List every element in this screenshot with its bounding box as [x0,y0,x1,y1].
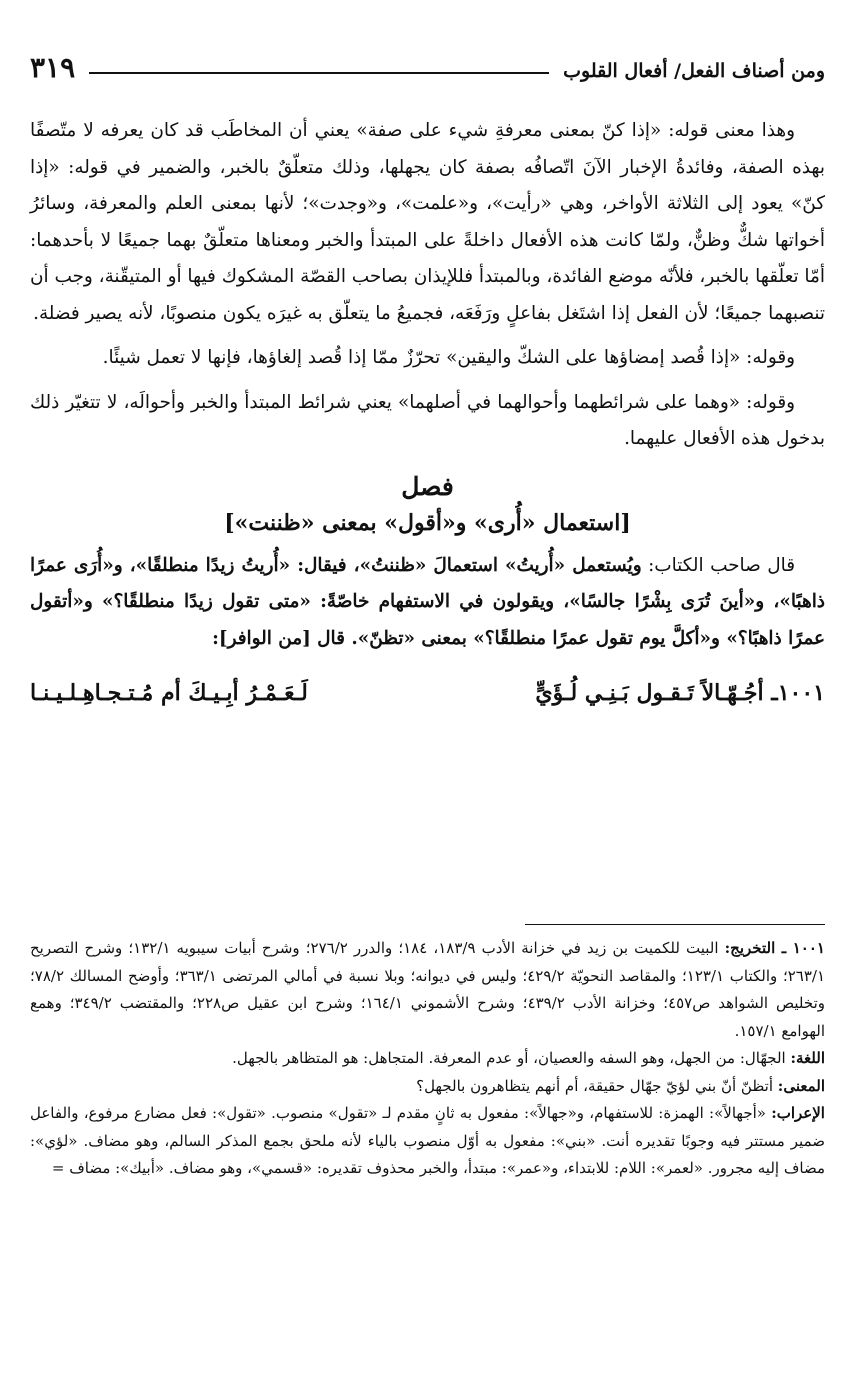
takhrij-text: البيت للكميت بن زيد في خزانة الأدب ١٨٣/٩، ١٨٤؛ والدرر ٢٧٦/٢؛ وشرح أبيات سيبويه ١٣٢/١؛ وشرح التصريح ٢٦٣/١؛ والكتاب ١٢٣/١؛ والمقاصد النحويّة ٤٢٩/٢؛ وليس في ديوانه؛ وبلا نسبة في أمالي المرتضى ٣٦٣/١؛ وأوضح المسالك ٧٨/٢؛ وتخليص الشواهد ص٤٥٧؛ وخزانة الأدب ٤٣٩/٢؛ وشرح الأشموني ١٦٤/١؛ وشرح ابن عقيل ص٢٢٨؛ والمقتضب ٣٤٩/٢؛ وهمع الهوامع ١٥٧/١. [30,939,825,1040]
paragraph-4-intro: قال صاحب الكتاب: [641,554,795,576]
footnote-rule [525,924,825,925]
verse-first-hemistich [535,675,825,712]
verse-first-text: أجُـهّـالاً تَـقـول بَـنِـي لُـؤَيٍّ [535,680,764,706]
quoted-text: ويُستعمل «أُريتُ» استعمالَ «ظننتُ»، فيقال: «أُريتُ زيدًا منطلقًا»، و«أُرَى عمرًا ذاهبًا»، و«أينَ تُرَى بِشْرًا جالسًا»، ويقولون في الاستفهام خاصّةً: «متى تقول زيدًا منطلقًا؟» و«أتقول عمرًا ذاهبًا؟» و«أكلَّ يوم تقول عمرًا منطلقًا؟» بمعنى «تظنّ». قال [من الوافر]: [30,554,825,649]
page-header [30,42,825,82]
verse-second-hemistich: لَـعَـمْـرُ أبِـيـكَ أم مُـتـجـاهِـلـيـنـا [30,680,308,706]
maana-text: أتظنّ أنّ بني لؤيّ جهّال حقيقة، أم أنهم يتظاهرون بالجهل؟ [416,1076,773,1095]
paragraph-1: وهذا معنى قوله: «إذا كنّ بمعنى معرفةِ شيء على صفة» يعني أن المخاطَب قد كان يعرفه لا متّصفًا بهذه الصفة، وفائدةُ الإخبار الآنَ اتّصافُه بصفة كان يجهلها، وذلك متعلّقٌ بالخبر، والضمير في قوله: «إذا كنّ» يعود إلى الثلاثة الأواخر، وهي «رأيت»، و«علمت»، و«وجدت»؛ لأنها بمعنى العلم والمعرفة، وسائرُ أخواتها شكٌّ وظنٌّ، ولمّا كانت هذه الأفعال داخلةً على المبتدأ والخبر ومعناها متعلّقٌ بهما جميعًا لا بأحدهما: أمّا تعلّقها بالخبر، فلأنّه موضع الفائدة، وبالمبتدأ فللإيذان بصاحب القصّة المشكوك فيها أو المتيقّنة، وجب أن تنصبهما جميعًا؛ لأن الفعل إذا اشتَغل بفاعلٍ ورَفَعَه، فجميعُ ما يتعلّق به غيرَه يكون منصوبًا، لأنه يصير فضلة. [30,120,825,324]
footnote-takhrij [30,935,825,1045]
irab-label: الإعراب: [771,1104,825,1122]
takhrij-label: ١٠٠١ ـ التخريج: [724,939,825,957]
main-text [30,113,825,712]
footnote-maana [30,1073,825,1101]
paragraph-3: وقوله: «وهما على شرائطهما وأحوالهما في أصلهما» يعني شرائط المبتدأ والخبر وأحوالَه، لا تتغيّر ذلك بدخول هذه الأفعال عليهما. [30,391,825,449]
section-subtitle: [استعمال «أُرى» و«أقول» بمعنى «ظننت»] [224,509,631,536]
lugha-text: الجهّال: من الجهل، وهو السفه والعصيان، أو عدم المعرفة. المتجاهل: هو المتظاهر بالجهل. [232,1049,786,1067]
paragraph-4 [30,548,825,658]
paragraph-2: وقوله: «إذا قُصد إمضاؤها على الشكّ واليقين» تحرّزٌ ممّا إذا قُصد إلغاؤها، فإنها لا تعمل شيئًا. [102,347,795,368]
irab-text: «أجهالاً»: الهمزة: للاستفهام، و«جهالاً»: مفعول به ثانٍ مقدم لـ «تقول» منصوب. «تقول»: فعل مضارع مرفوع، والفاعل ضمير مستتر فيه وجوبًا تقديره أنت. «بني»: مفعول به أوّل منصوب بالياء لأنه ملحق بجمع المذكر السالم، وهو مضاف. «لؤي»: مضاف إليه مجرور. «لعمر»: اللام: للابتداء، و«عمر»: مبتدأ، والخبر محذوف تقديره: «قسمي»، وهو مضاف. «أبيك»: مضاف = [30,1104,825,1177]
page-number: ٣١٩ [30,51,76,84]
header-rule [89,72,549,74]
running-title: ومن أصناف الفعل/ أفعال القلوب [563,60,825,82]
footnotes [30,935,825,1183]
footnote-lugha [30,1045,825,1073]
footnote-irab [30,1100,825,1183]
maana-label: المعنى: [777,1076,825,1095]
verse-number: ١٠٠١ـ [771,680,825,706]
lugha-label: اللغة: [790,1049,825,1067]
section-title: فصل [401,471,454,501]
verse-line [30,675,825,712]
